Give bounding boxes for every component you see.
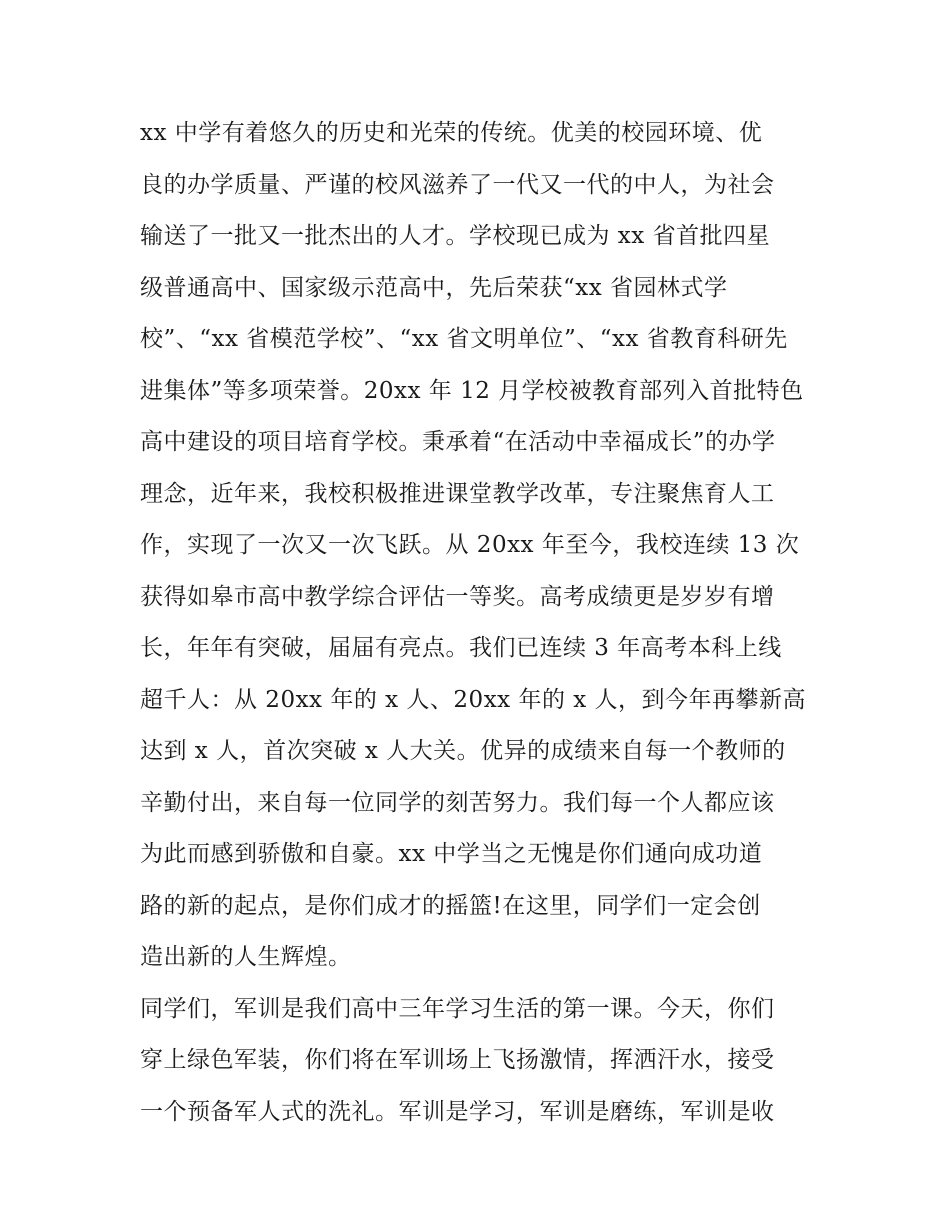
text-line: 一个预备军人式的洗礼。军训是学习，军训是磨练，军训是收: [140, 1098, 775, 1125]
text-line: 辛勤付出，来自每一位同学的刻苦努力。我们每一个人都应该: [140, 789, 775, 816]
paragraph-school-history: [140, 108, 816, 984]
text-line: 输送了一批又一批杰出的人才。学校现已成为 xx 省首批四星: [140, 223, 771, 249]
text-line: 高中建设的项目培育学校。秉承着“在活动中幸福成长”的办学: [140, 429, 776, 455]
text-line: 路的新的起点，是你们成才的摇篮!在这里，同学们一定会创: [140, 892, 761, 919]
document-body: [140, 108, 816, 1138]
text-line: 获得如皋市高中教学综合评估一等奖。高考成绩更是岁岁有增: [140, 583, 775, 610]
text-line: 进集体”等多项荣誉。20xx 年 12 月学校被教育部列入首批特色: [140, 377, 804, 404]
text-line: 同学们，军训是我们高中三年学习生活的第一课。今天，你们: [140, 995, 775, 1022]
text-line: 理念，近年来，我校积极推进课堂教学改革，专注聚焦育人工: [140, 480, 775, 507]
text-line: 穿上绿色军装，你们将在军训场上飞扬激情，挥洒汗水，接受: [140, 1047, 775, 1073]
text-line: 校”、“xx 省模范学校”、“xx 省文明单位”、“xx 省教育科研先: [140, 326, 788, 352]
text-line: 为此而感到骄傲和自豪。xx 中学当之无愧是你们通向成功道: [140, 841, 763, 867]
text-line: 超千人：从 20xx 年的 x 人、20xx 年的 x 人，到今年再攀新高: [140, 686, 807, 713]
text-line: 良的办学质量、严谨的校风滋养了一代又一代的中人，为社会: [140, 171, 775, 198]
text-line: 作，实现了一次又一次飞跃。从 20xx 年至今，我校连续 13 次: [140, 532, 800, 558]
text-line: 级普通高中、国家级示范高中，先后荣获“xx 省园林式学: [140, 274, 728, 301]
text-line: 造出新的人生辉煌。: [140, 944, 352, 970]
text-line: 达到 x 人，首次突破 x 人大关。优异的成绩来自每一个教师的: [140, 738, 786, 764]
text-line: 长，年年有突破，届届有亮点。我们已连续 3 年高考本科上线: [140, 635, 782, 661]
text-line: xx 中学有着悠久的历史和光荣的传统。优美的校园环境、优: [140, 120, 763, 146]
paragraph-military-training: [140, 984, 816, 1139]
